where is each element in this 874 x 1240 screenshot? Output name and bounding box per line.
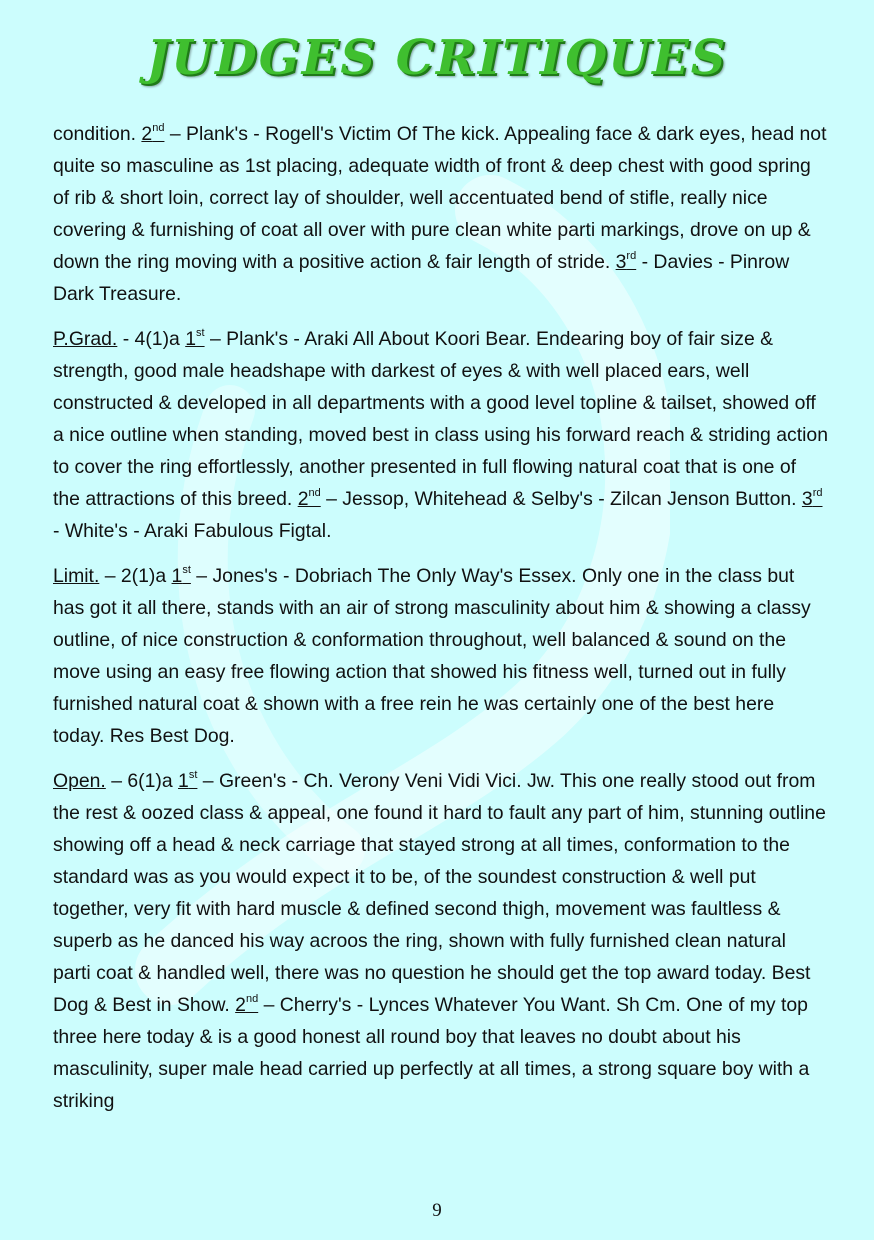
text-run: - White's - Araki Fabulous Figtal. bbox=[53, 520, 332, 542]
page-title: JUDGES CRITIQUES bbox=[146, 30, 728, 86]
placing-1st: 1st bbox=[178, 769, 198, 792]
text-run: – Green's - Ch. Verony Veni Vidi Vici. Jw. This one really stood out from the rest & oozed class & appeal, one found it hard to fault any part of him, stunning outline showing off a head & neck carriage that stayed strong at all times, conformation to the standard was as you would expect it to be, of the soundest construction & well put together, very fit with hard muscle & defined second thigh, movement was faultless & superb as he danced his way acroos the ring, shown with fully furnished clean natural parti coat & handled well, there was no question he should get the top award today. Best Dog & Best in Show. bbox=[53, 770, 826, 1016]
paragraph-limit bbox=[53, 560, 828, 752]
text-run: condition. bbox=[53, 123, 142, 145]
placing-1st: 1st bbox=[185, 327, 205, 350]
class-heading-pgrad: P.Grad. bbox=[53, 328, 118, 350]
text-run: – 6(1)a bbox=[105, 770, 179, 792]
text-run: – Plank's - Rogell's Victim Of The kick. Appealing face & dark eyes, head not quite so masculine as 1st placing, adequate width of front & deep chest with good spring of rib & short loin, correct lay of shoulder, well accentuated bend of stifle, really nice covering & furnishing of coat all over with pure clean white parti markings, drove on up & down the ring moving with a positive action & fair length of stride. bbox=[53, 123, 827, 273]
text-run: – Jessop, Whitehead & Selby's - Zilcan Jenson Button. bbox=[320, 488, 802, 510]
placing-1st: 1st bbox=[171, 564, 191, 587]
critique-body bbox=[53, 118, 828, 1130]
paragraph-post-graduate bbox=[53, 323, 828, 547]
text-run: – Jones's - Dobriach The Only Way's Essex. Only one in the class but has got it all there, stands with an air of strong masculinity about him & showing a classy outline, of nice construction & conformation throughout, well balanced & sound on the move using an easy free flowing action that showed his fitness well, turned out in fully furnished natural coat & shown with a free rein he was certainly one of the best here today. Res Best Dog. bbox=[53, 565, 811, 747]
class-heading-limit: Limit. bbox=[53, 565, 100, 587]
paragraph-open bbox=[53, 765, 828, 1117]
page-number: 9 bbox=[432, 1200, 442, 1221]
placing-2nd: 2nd bbox=[297, 487, 321, 510]
class-heading-open: Open. bbox=[53, 770, 106, 792]
paragraph-puppy-continued bbox=[53, 118, 828, 310]
text-run: – 2(1)a bbox=[99, 565, 172, 587]
text-run: – Plank's - Araki All About Koori Bear. Endearing boy of fair size & strength, good male headshape with darkest of eyes & with well placed ears, well constructed & developed in all departments with a good level topline & tailset, showed off a nice outline when standing, moved best in class using his forward reach & striding action to cover the ring effortlessly, another presented in full flowing natural coat that is one of the attractions of this breed. bbox=[53, 328, 828, 510]
placing-3rd: 3rd bbox=[801, 487, 823, 510]
text-run: - 4(1)a bbox=[117, 328, 186, 350]
text-run: – Cherry's - Lynces Whatever You Want. Sh Cm. One of my top three here today & is a good honest all round boy that leaves no doubt about his masculinity, super male head carried up perfectly at all times, a strong square boy with a striking bbox=[53, 994, 810, 1112]
placing-2nd: 2nd bbox=[235, 993, 259, 1016]
placing-2nd: 2nd bbox=[141, 122, 165, 145]
text-run: - Davies - Pinrow Dark Treasure. bbox=[53, 251, 790, 305]
placing-3rd: 3rd bbox=[615, 250, 637, 273]
